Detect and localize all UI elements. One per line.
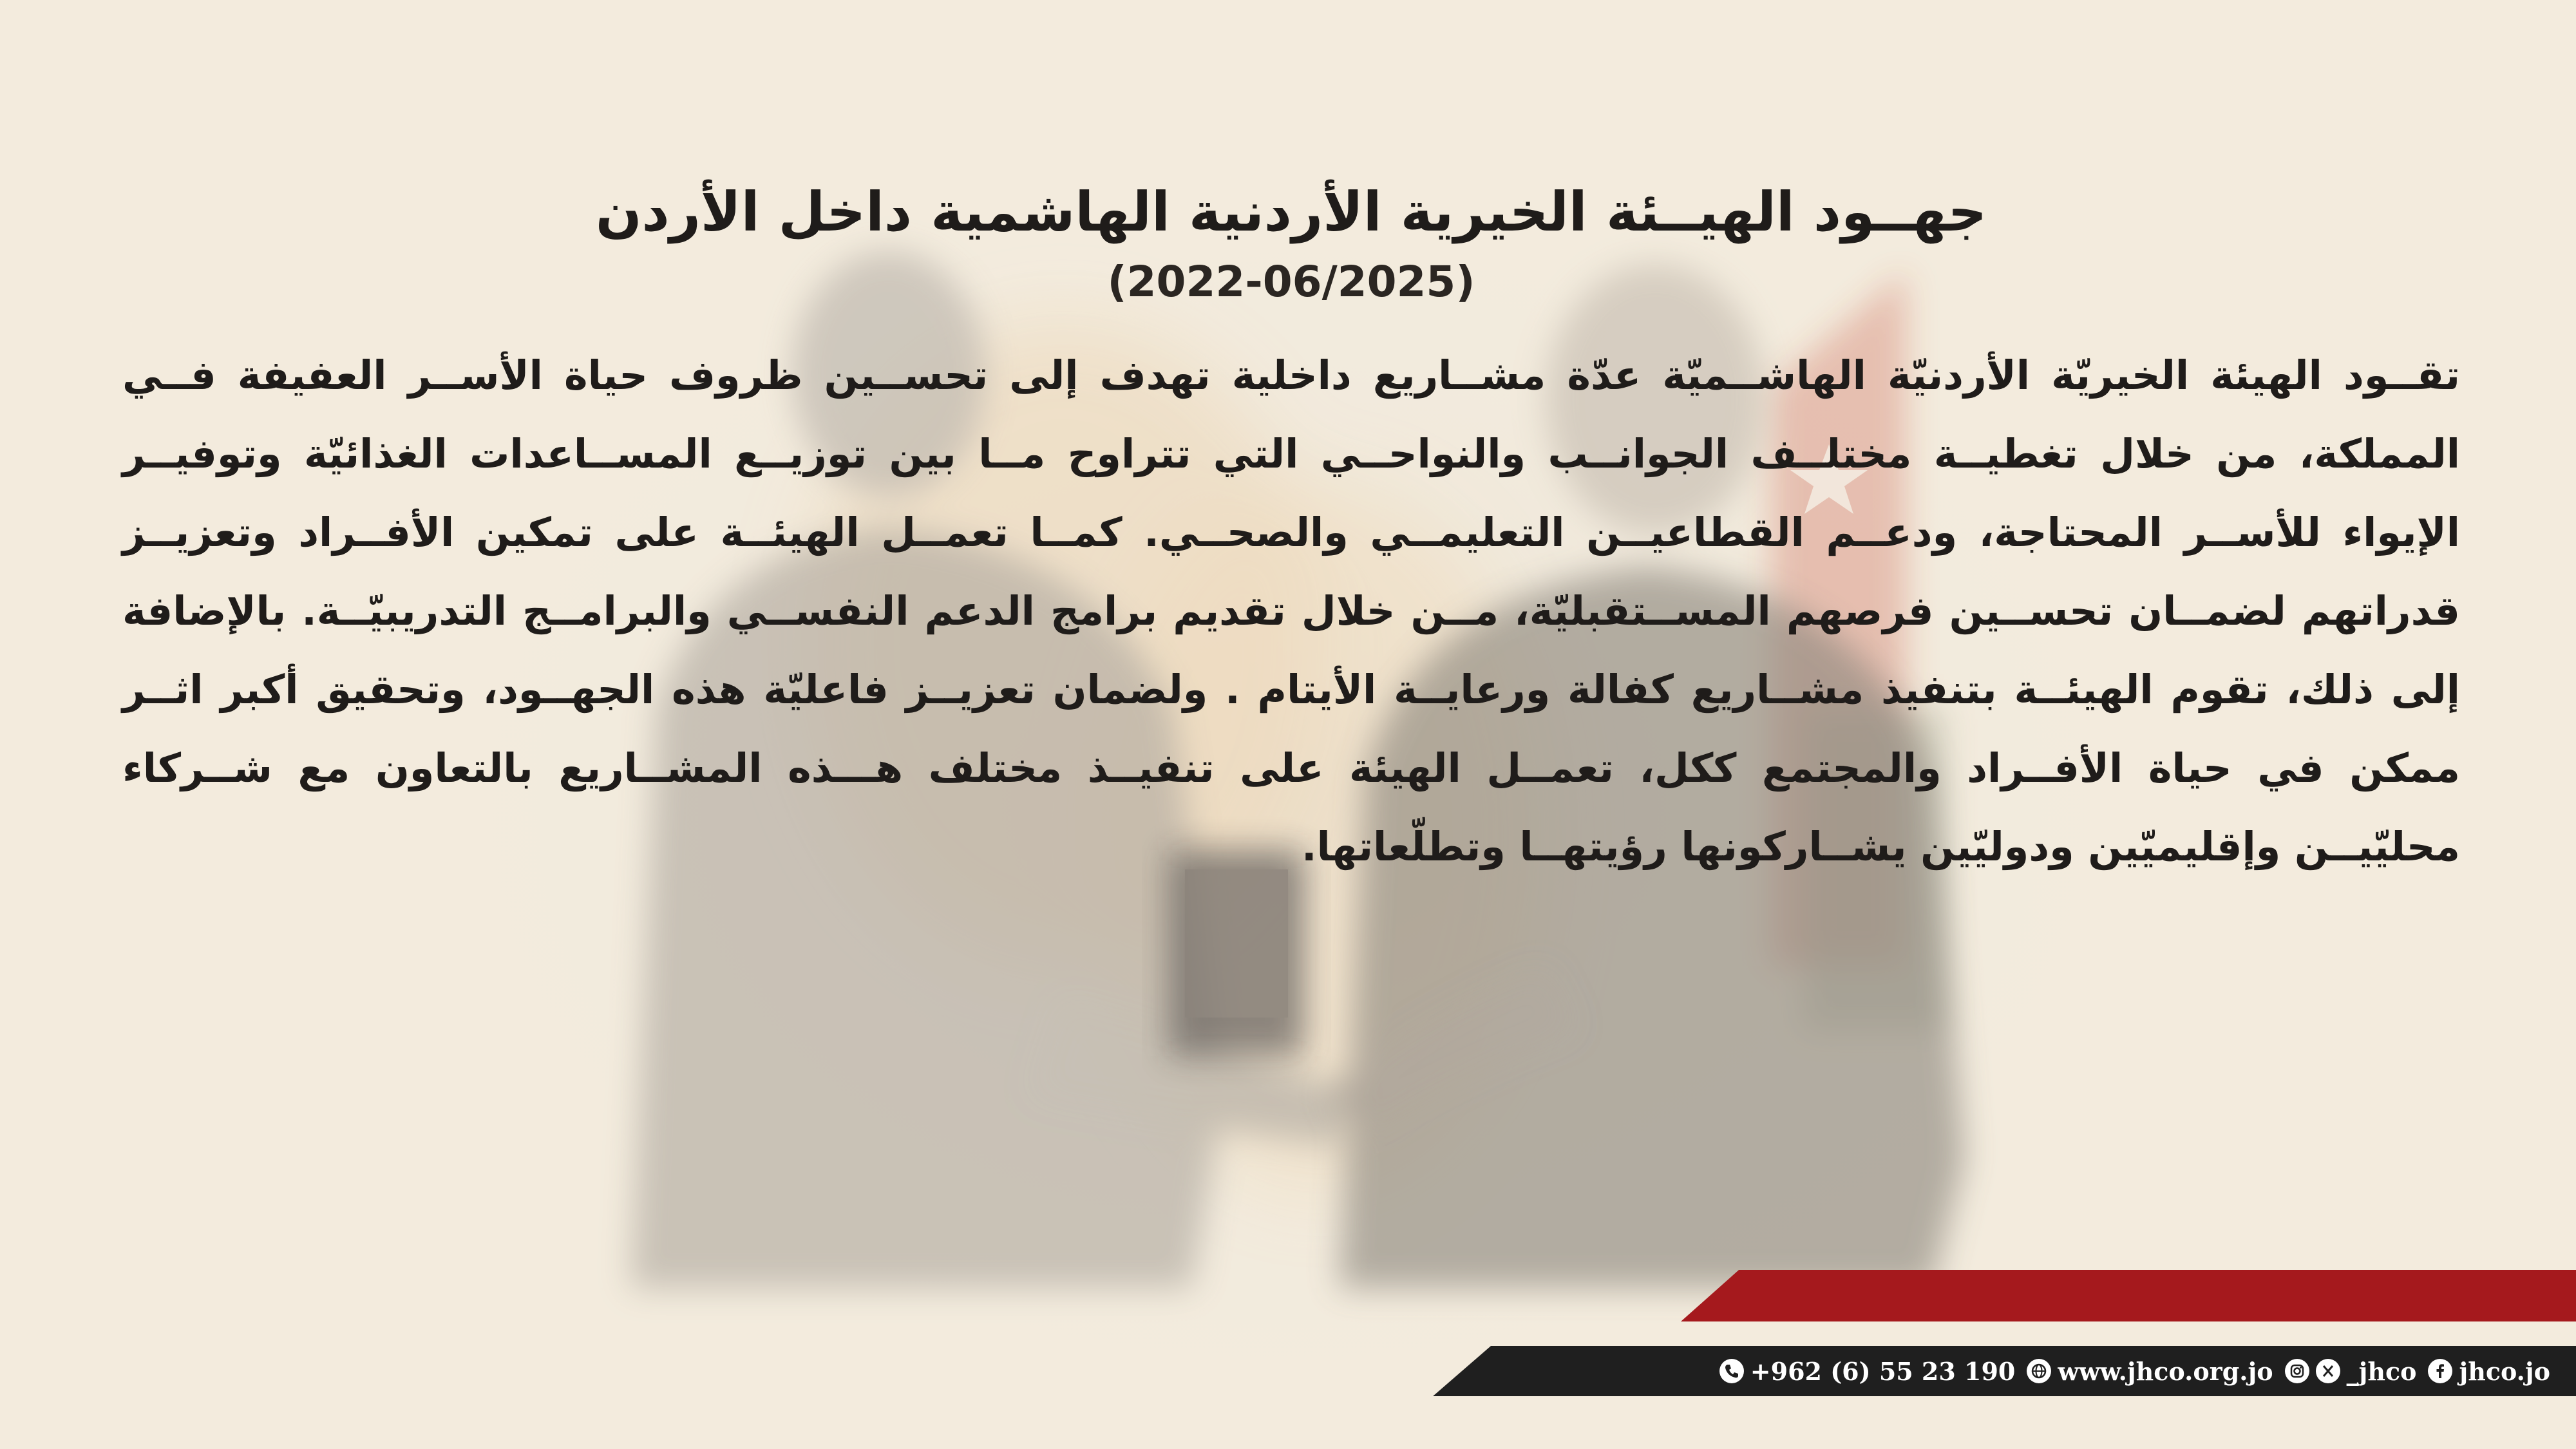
phone-number: +962 (6) 55 23 190 [1750,1356,2016,1386]
facebook-icon [2428,1359,2452,1383]
body-paragraph: تقــود الهيئة الخيريّة الأردنيّة الهاشــميّة عدّة مشــاريع داخلية تهدف إلى تحســين ظروف حياة الأســر العفيفة فــي المملكة، من خلال تغطيــة مختلــف الجوانــب والنواحــي التي تتراوح مــا بين توزيــع المســاعدات الغذائيّة وتوفيــر الإيواء للأســر المحتاجة، ودعــم القطاعيــن التعليمــي والصحــي. كمــا تعمــل الهيئــة على تمكين الأفــراد وتعزيــز قدراتهم لضمــان تحســين فرصهم المســتقبليّة، مــن خلال تقديم برامج الدعم النفســي والبرامــج التدريبيّــة. بالإضافة إلى ذلك، تقوم الهيئــة بتنفيذ مشــاريع كفالة ورعايــة الأيتام . ولضمان تعزيــز فاعليّة هذه الجهــود، وتحقيق أكبر اثــر ممكن في حياة الأفــراد والمجتمع ككل، تعمــل الهيئة على تنفيــذ مختلف هـــذه المشــاريع بالتعاون مع شــركاء محليّيــن وإقليميّين ودوليّين يشــاركونها رؤيتهــا وتطلّعاتها. [122,352,2460,870]
x-icon [2316,1359,2340,1383]
phone-contact[interactable] [1719,1357,2016,1386]
facebook-text: jhco.jo [2459,1356,2550,1386]
phone-icon [1719,1359,1744,1383]
globe-icon [2027,1359,2051,1383]
social-handle-text: _jhco [2346,1356,2417,1386]
website-link[interactable] [2027,1357,2273,1386]
website-text: www.jhco.org.jo [2058,1356,2273,1386]
page-title: جهــود الهيــئة الخيرية الأردنية الهاشمية داخل الأردن [595,180,1987,243]
content-area [122,174,2460,886]
social-handle[interactable] [2285,1357,2417,1386]
instagram-icon [2285,1359,2309,1383]
date-range: (2022-06/2025) [1107,257,1475,307]
footer-contacts [1623,1346,2550,1396]
red-accent-band [1681,1270,2576,1321]
facebook-link[interactable] [2428,1357,2550,1386]
